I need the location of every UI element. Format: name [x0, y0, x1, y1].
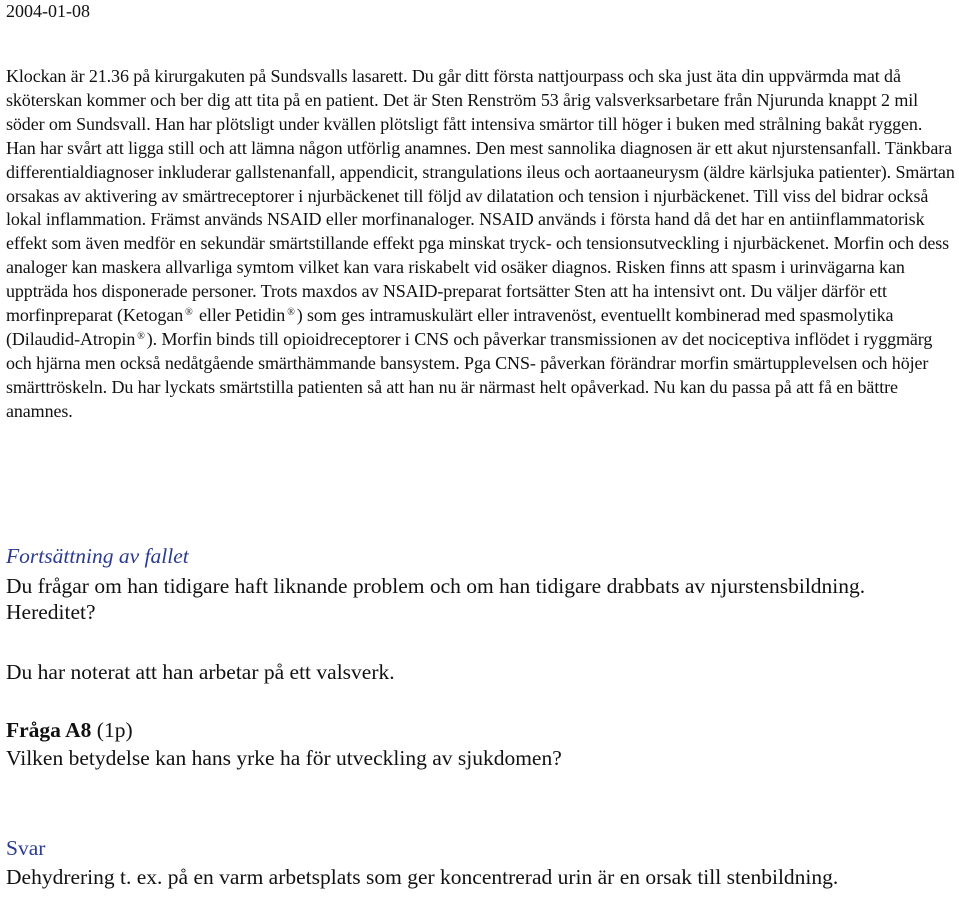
- registered-trademark-mark: ®: [185, 307, 193, 319]
- continuation-text: Du frågar om han tidigare haft liknande problem och om han tidigare drabbats av njurstensbildning. Hereditet?: [6, 574, 866, 624]
- question-label: Fråga A8: [6, 718, 92, 742]
- case-text-part-1: Klockan är 21.36 på kirurgakuten på Sundsvalls lasarett. Du går ditt första nattjourpass och ska just äta din uppvärmda mat då sköterskan kommer och ber dig att tita på en patient. Det är Sten Renström 53 årig valsverksarbetare från Njurunda knappt 2 mil söder om Sundsvall. Han har plötsligt under kvällen plötsligt fått intensiva smärtor till höger i buken med strålning bakåt ryggen. Han har svårt att ligga still och att lämna någon utförlig anamnes. Den mest sannolika diagnosen är ett akut njurstensanfall. Tänkbara differentialdiagnoser inkluderar gallstenanfall, appendicit, strangulations ileus och aortaaneurysm (äldre kärlsjuka patienter). Smärtan orsakas av aktivering av smärtreceptorer i njurbäckenet till följd av dilatation och tension i njurbäckenet. Till viss del bidrar också lokal inflammation. Främst används NSAID eller morfinanaloger. NSAID används i första hand då det har en antiinflammatorisk effekt som även medför en sekundär smärtstillande effekt pga minskat tryck- och tensionsutveckling i njurbäckenet. Morfin och dess analoger kan maskera allvarliga symtom vilket kan vara riskabelt vid osäker diagnos. Risken finns att spasm i urinvägarna kan uppträda hos disponerade personer. Trots maxdos av NSAID-preparat fortsätter Sten att ha intensivt ont. Du väljer därför ett morfinpreparat (Ketogan: [6, 66, 955, 326]
- case-text-part-4: ). Morfin binds till opioidreceptorer i CNS och påverkar transmissionen av det nociceptiva inflödet i ryggmärg och hjärna men också nedåtgående smärthämmande bansystem. Pga CNS- påverkan förändrar morfin smärtupplevelsen och höjer smärttröskeln. Du har lyckats smärtstilla patienten så att han nu är närmast helt opåverkad. Nu kan du passa på att få en bättre anamnes.: [6, 328, 933, 421]
- document-date: 2004-01-08: [6, 1, 90, 21]
- registered-trademark-mark: ®: [137, 330, 145, 342]
- case-paragraph: [6, 65, 956, 424]
- continuation-body: [6, 573, 951, 625]
- question-points: (1p): [96, 718, 133, 742]
- answer-text: [6, 864, 951, 890]
- continuation-heading: Fortsättning av fallet: [6, 544, 189, 568]
- answer-paragraph: Dehydrering t. ex. på en varm arbetsplats som ger koncentrerad urin är en orsak till stenbildning.: [6, 865, 839, 889]
- case-text-part-2: eller Petidin: [199, 305, 286, 326]
- continuation-note: Du har noterat att han arbetar på ett valsverk.: [6, 660, 395, 684]
- answer-heading: Svar: [6, 836, 46, 860]
- case-description: [6, 65, 956, 424]
- registered-trademark-mark: ®: [287, 307, 295, 319]
- question-heading: [6, 717, 951, 743]
- case-text-part-3: ) som ges intramuskulärt eller intravenöst, eventuellt kombinerad med spasmolytika (Dilaudid-Atropin: [6, 305, 894, 349]
- question-text: Vilken betydelse kan hans yrke ha för utveckling av sjukdomen?: [6, 746, 562, 770]
